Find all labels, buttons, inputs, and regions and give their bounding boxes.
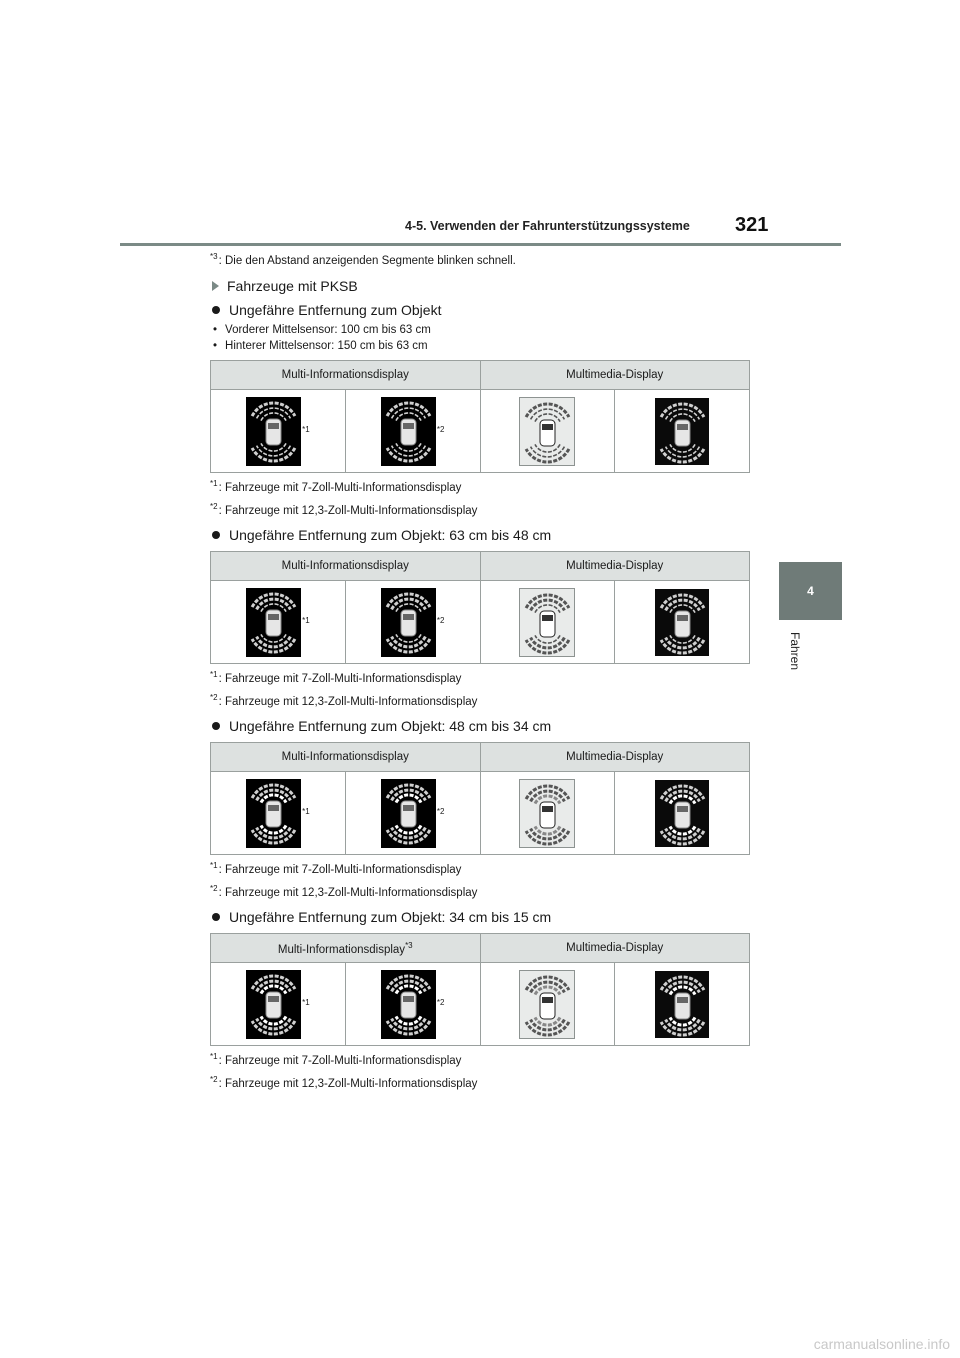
header-mmd: Multimedia-Display [480, 552, 750, 581]
display-cell [615, 772, 750, 855]
multimedia-screen-light [519, 779, 575, 848]
header-rule [120, 243, 841, 246]
header-mmd: Multimedia-Display [480, 743, 750, 772]
display-cell [480, 963, 615, 1046]
mid-7in-screen [246, 397, 301, 466]
display-cell [480, 581, 615, 664]
chapter-number: 4 [807, 584, 814, 598]
footnote: $^{*1}$: Fahrzeuge mit 7-Zoll-Multi-Informationsdisplay [210, 1052, 462, 1067]
bullet-icon [212, 722, 220, 730]
chapter-label: Fahren [788, 632, 802, 671]
mid-12in-screen [381, 397, 436, 466]
display-cell [615, 390, 750, 473]
footnote: $^{*2}$: Fahrzeuge mit 12,3-Zoll-Multi-Informationsdisplay [210, 1075, 478, 1090]
display-cell: *2 [345, 772, 480, 855]
bullet-icon [212, 531, 220, 539]
mid-12in-screen [381, 588, 436, 657]
header-mid: Multi-Informationsdisplay$^{*3}$ [211, 934, 481, 963]
mid-7in-screen [246, 779, 301, 848]
display-cell [480, 390, 615, 473]
chapter-tab[interactable] [779, 562, 842, 620]
multimedia-screen-light [519, 397, 575, 466]
display-cell: *2 [345, 390, 480, 473]
section-heading: Ungefähre Entfernung zum Objekt: 63 cm bis 48 cm [210, 527, 750, 543]
display-cell [615, 581, 750, 664]
header-mmd: Multimedia-Display [480, 934, 750, 963]
display-cell: *1 [211, 772, 346, 855]
page-number: 321 [735, 214, 769, 236]
multimedia-screen-dark [655, 971, 709, 1038]
display-cell: *2 [345, 581, 480, 664]
sensor-display-table [210, 742, 750, 855]
subheading: Fahrzeuge mit PKSB [210, 278, 750, 294]
header-mid: Multi-Informationsdisplay [211, 743, 481, 772]
display-cell [615, 963, 750, 1046]
mid-12in-screen [381, 779, 436, 848]
section-heading: Ungefähre Entfernung zum Objekt: 48 cm bis 34 cm [210, 718, 750, 734]
list-item: • Hinterer Mittelsensor: 150 cm bis 63 cm [213, 340, 428, 352]
footnote: $^{*2}$: Fahrzeuge mit 12,3-Zoll-Multi-Informationsdisplay [210, 502, 478, 517]
multimedia-screen-dark [655, 780, 709, 847]
multimedia-screen-light [519, 970, 575, 1039]
intro-note: $^{*3}$: Die den Abstand anzeigenden Segmente blinken schnell. [210, 252, 516, 267]
footnote: $^{*1}$: Fahrzeuge mit 7-Zoll-Multi-Informationsdisplay [210, 861, 462, 876]
multimedia-screen-dark [655, 589, 709, 656]
footnote: $^{*1}$: Fahrzeuge mit 7-Zoll-Multi-Informationsdisplay [210, 479, 462, 494]
header-mid: Multi-Informationsdisplay [211, 552, 481, 581]
display-cell: *1 [211, 581, 346, 664]
footnote: $^{*1}$: Fahrzeuge mit 7-Zoll-Multi-Informationsdisplay [210, 670, 462, 685]
list-item: • Vorderer Mittelsensor: 100 cm bis 63 cm [213, 324, 431, 336]
mid-7in-screen [246, 970, 301, 1039]
header-mmd: Multimedia-Display [480, 361, 750, 390]
footnote: $^{*2}$: Fahrzeuge mit 12,3-Zoll-Multi-Informationsdisplay [210, 693, 478, 708]
page-content [210, 252, 750, 1090]
multimedia-screen-dark [655, 398, 709, 465]
display-cell: *1 [211, 963, 346, 1046]
watermark: carmanualsonline.info [813, 1336, 950, 1352]
header-mid: Multi-Informationsdisplay [211, 361, 481, 390]
sensor-display-table [210, 360, 750, 473]
triangle-icon [212, 281, 219, 291]
section-title: 4-5. Verwenden der Fahrunterstützungssysteme [405, 219, 690, 233]
mid-12in-screen [381, 970, 436, 1039]
display-cell: *1 [211, 390, 346, 473]
mid-7in-screen [246, 588, 301, 657]
display-cell [480, 772, 615, 855]
multimedia-screen-light [519, 588, 575, 657]
section-heading: Ungefähre Entfernung zum Objekt [210, 302, 750, 318]
sensor-display-table [210, 933, 750, 1046]
bullet-icon [212, 913, 220, 921]
section-heading: Ungefähre Entfernung zum Objekt: 34 cm bis 15 cm [210, 909, 750, 925]
display-cell: *2 [345, 963, 480, 1046]
footnote: $^{*2}$: Fahrzeuge mit 12,3-Zoll-Multi-Informationsdisplay [210, 884, 478, 899]
sensor-display-table [210, 551, 750, 664]
bullet-icon [212, 306, 220, 314]
